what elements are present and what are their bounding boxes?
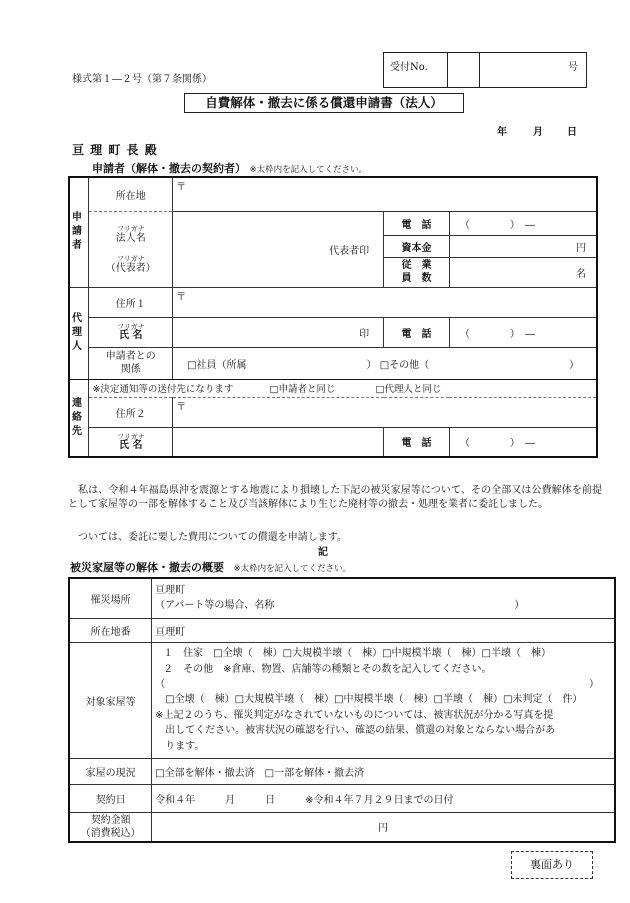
employees-label: 従 業 員 数: [384, 257, 450, 287]
building-status-label: 家屋の現況: [69, 758, 152, 784]
contract-amount-field[interactable]: [152, 812, 615, 842]
contact-address-label: 住所２: [89, 397, 173, 427]
capital-field[interactable]: 円: [449, 235, 597, 257]
form-title: 自費解体・撤去に係る償還申請書（法人）: [184, 93, 464, 113]
relation-employee-option[interactable]: □社員（所属 ）: [187, 359, 377, 371]
agent-group-label: 代 理 人: [69, 287, 89, 379]
target-note-1: ※上記２のうち、罹災判定がなされていないものについては、被害状況が分かる写真を提: [155, 709, 554, 721]
lot-number-label: 所在地番: [69, 618, 152, 642]
declaration-text: 私は、令和４年福島県沖を震源とする地震により損壊した下記の被災家屋等について、その全部又は公費解体を前提として家屋等の一部を解体すること及び当該解体により生じた廃材等の撤去・処理を業者に委託しました。: [68, 485, 602, 510]
contact-name-field[interactable]: [173, 427, 384, 457]
disaster-place-field[interactable]: 亘理町 （アパート等の場合、名称 ）: [152, 578, 615, 618]
contact-group-label: 連 絡 先: [69, 379, 89, 457]
applicant-address-field[interactable]: 〒: [173, 177, 597, 211]
agent-address-label: 住所１: [89, 287, 173, 317]
contact-address-field[interactable]: 〒: [173, 397, 597, 427]
addressee: 亘 理 町 長 殿: [72, 143, 158, 157]
contact-same-agent-option[interactable]: □代理人と同じ: [375, 384, 442, 395]
contract-date-label: 契約日: [69, 784, 152, 812]
contact-name-label: フリガナ 氏 名: [89, 427, 173, 457]
corp-name-label: フリガナ 法人名 フリガナ （代表者）: [89, 211, 173, 287]
back-side-note: 裏面あり: [511, 851, 593, 879]
target-buildings-field[interactable]: [152, 642, 615, 758]
rep-seal-label: 代表者印: [329, 245, 370, 257]
target-buildings-label: 対象家屋等: [69, 642, 152, 758]
applicant-table: [68, 176, 598, 458]
agent-name-label: フリガナ 氏 名: [89, 317, 173, 347]
request-text: ついては、委託に要した費用についての償還を申請します。: [68, 532, 347, 543]
agent-relation-label: 申請者との 関係: [89, 347, 173, 379]
employees-field[interactable]: 名: [449, 257, 597, 287]
agent-phone-field[interactable]: （ ） ―: [449, 317, 597, 347]
contact-note-row: [89, 379, 597, 397]
applicant-phone-field[interactable]: （ ） ―: [449, 211, 597, 235]
date-day: 日: [567, 127, 577, 138]
date-month: 月: [533, 127, 543, 138]
target-line-other-damage[interactable]: □全壊（ 棟）□大規模半壊（ 棟）□中規模半壊（ 棟）□半壊（ 棟）□未判定（ 件）: [155, 694, 583, 705]
target-note-3: ります。: [155, 740, 205, 752]
target-line-residence[interactable]: １ 住家 □全壊（ 棟）□大規模半壊（ 棟）□中規模半壊（ 棟）□半壊（ 棟）: [163, 648, 551, 659]
agent-seal-label: 印: [359, 328, 370, 340]
receipt-label: 受付No.: [390, 62, 428, 73]
contract-date-field[interactable]: 令和４年 月 日 ※令和４年７月２９日までの日付: [152, 784, 615, 812]
contract-amount-unit: 円: [378, 823, 389, 835]
lot-number-field[interactable]: 亘理町: [152, 618, 615, 642]
agent-address-field[interactable]: 〒: [173, 287, 597, 317]
contact-same-applicant-option[interactable]: □申請者と同じ: [269, 384, 336, 395]
relation-other-option[interactable]: □その他（ ）: [379, 359, 580, 371]
receipt-suffix: 号: [568, 62, 578, 73]
contract-amount-label: 契約金額 （消費税込）: [69, 812, 152, 842]
applicant-phone-label: 電 話: [384, 211, 450, 235]
overview-table: [68, 577, 616, 843]
corp-name-field[interactable]: [173, 211, 384, 287]
ki-mark: 記: [318, 547, 328, 558]
receipt-box: [383, 52, 587, 88]
contact-phone-field[interactable]: （ ） ―: [459, 438, 535, 450]
applicant-address-label: 所在地: [89, 177, 173, 211]
disaster-place-label: 罹災場所: [69, 578, 152, 618]
target-other-input[interactable]: （ ）: [155, 679, 599, 690]
capital-label: 資本金: [384, 235, 450, 257]
agent-name-field[interactable]: [173, 317, 384, 347]
form-number: 様式第１―２号（第７条関係）: [72, 74, 212, 85]
applicant-group-label: 申 請 者: [69, 177, 89, 287]
overview-heading: 被災家屋等の解体・撤去の概要 ※太枠内を記入してください。: [70, 561, 352, 574]
building-status-field[interactable]: □全部を解体・撤去済 □一部を解体・撤去済: [152, 758, 615, 784]
contact-note: ※決定通知等の送付先になります: [92, 384, 234, 395]
target-line-other: ２ その他 ※倉庫、物置、店舗等の種類とその数を記入してください。: [163, 663, 492, 675]
target-note-2: 出してください。被害状況の確認を行い、確認の結果、償還の対象とならない場合があ: [155, 725, 556, 736]
contact-phone-label: 電 話: [384, 427, 450, 457]
agent-phone-label: 電 話: [384, 317, 450, 347]
applicant-heading: 申請者（解体・撤去の契約者） ※太枠内を記入してください。: [92, 162, 368, 175]
date-year: 年: [497, 127, 507, 138]
agent-relation-field[interactable]: [173, 347, 597, 379]
